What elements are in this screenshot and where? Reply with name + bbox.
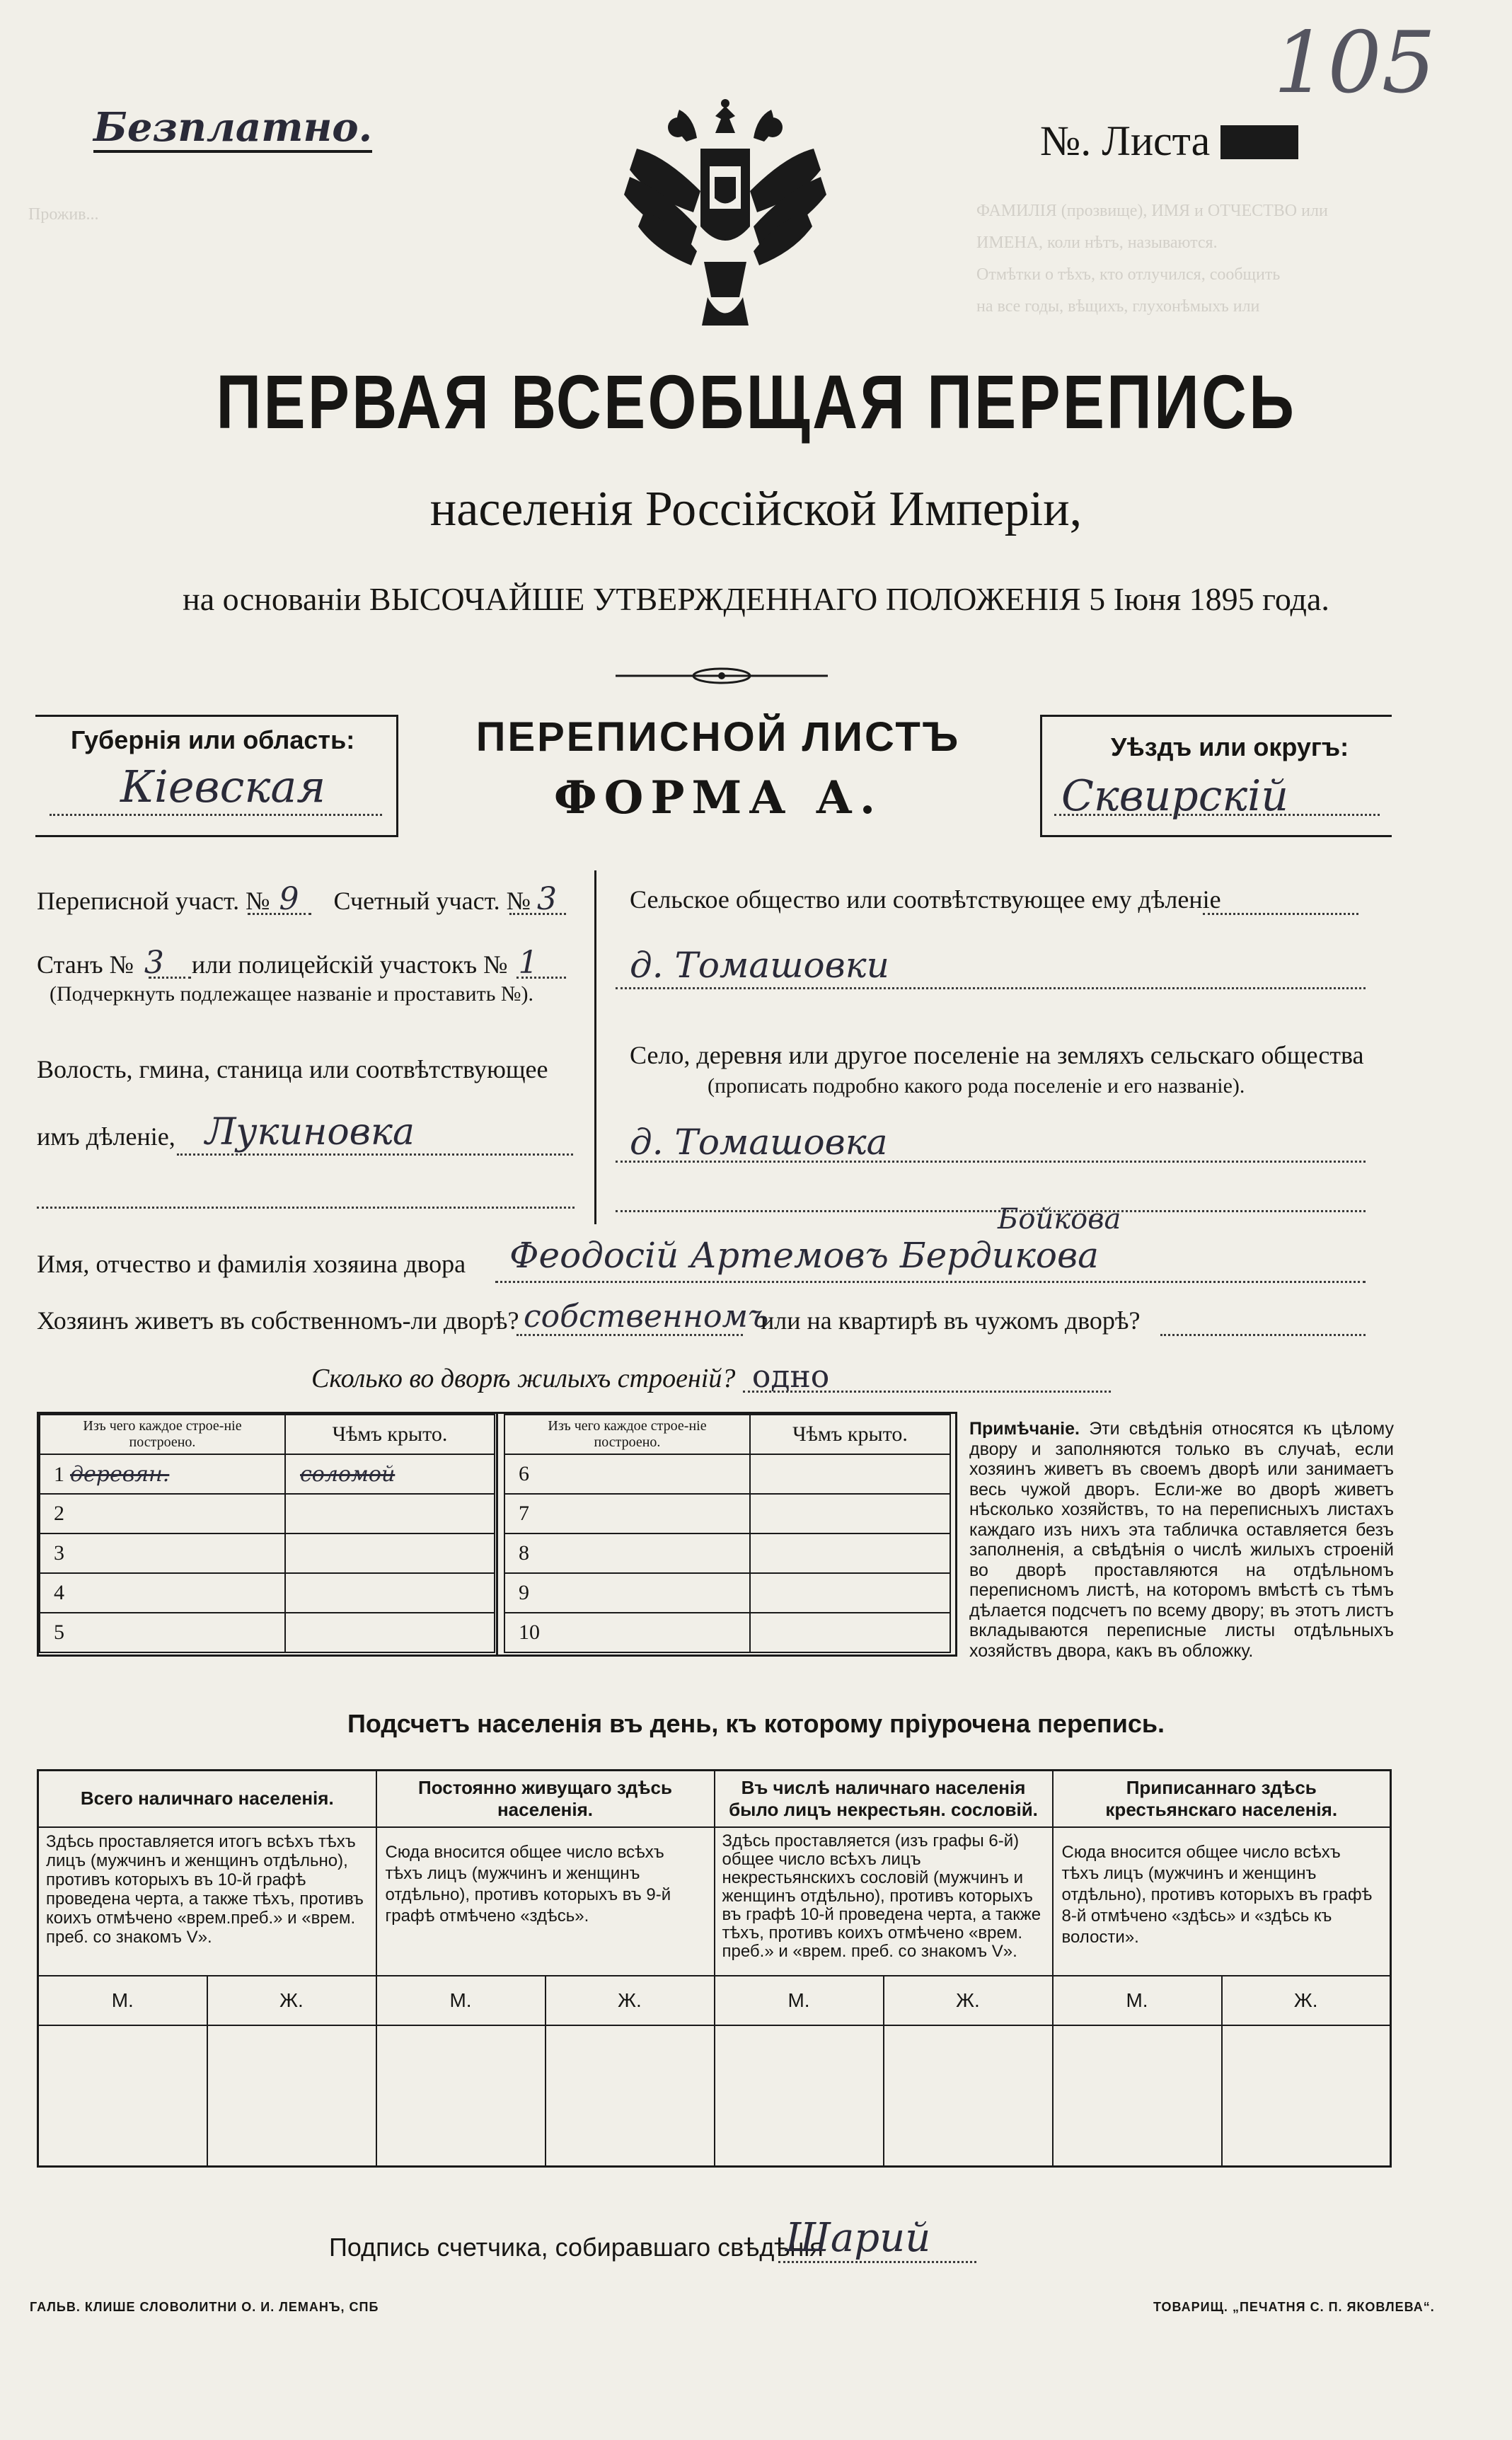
pop-f-4: Ж. (1222, 1976, 1391, 2025)
pop-col-4-desc: Сюда вносится общее число всѣхъ тѣхъ лицъ (мужчинъ и женщинъ отдѣльно), противъ которыхъ въ графѣ 8-й отмѣчено «здѣсь» и «здѣсь къ волости». (1053, 1827, 1391, 1976)
pop-col-2-title: Постоянно живущаго здѣсь населенія. (376, 1771, 715, 1827)
province-value: Кіевская (120, 761, 326, 812)
row-num: 3 (54, 1541, 64, 1565)
pop-cell (376, 2025, 546, 2167)
volost-label-1: Волость, гмина, станица или соотвѣтствующее (37, 1055, 548, 1083)
owner-name-label: Имя, отчество и фамилія хозяина двора (37, 1250, 466, 1278)
signature-value: Шарий (785, 2215, 931, 2261)
village-note: (прописать подробно какого рода поселеніе и его названіе). (708, 1074, 1245, 1098)
pop-cell (884, 2025, 1053, 2167)
buildings-label (311, 1359, 829, 1395)
col-roof-header-2: Чѣмъ крыто. (750, 1415, 950, 1454)
row-num: 6 (519, 1462, 529, 1485)
stan-row (37, 945, 538, 981)
census-section-label: Переписной участ. № (37, 887, 270, 915)
pop-cell (1053, 2025, 1222, 2167)
signature-label: Подпись счетчика, собиравшаго свѣдѣнія (329, 2233, 824, 2262)
pop-m-3: М. (715, 1976, 884, 2025)
volost-value: Лукиновка (205, 1111, 415, 1153)
buildings-question: Сколько во дворѣ жилыхъ строеній? (311, 1364, 736, 1393)
footer-left: ГАЛЬВ. КЛИШЕ СЛОВОЛИТНИ О. И. ЛЕМАНЪ, СПБ (30, 2300, 379, 2314)
pop-f-2: Ж. (546, 1976, 715, 2025)
police-label: или полицейскій участокъ № (191, 950, 508, 979)
sheet-blot (1220, 125, 1298, 159)
pop-m-1: М. (38, 1976, 207, 2025)
imperial-eagle-emblem (616, 99, 835, 333)
pop-col-1-desc: Здѣсь проставляется итогъ всѣхъ тѣхъ лицъ (мужчинъ и женщинъ отдѣльно), противъ которыхъ въ 10-й графѣ проведена черта, а также тѣхъ, противъ коихъ отмѣчено «врем.преб.» и «врем. преб. со знакомъ V». (38, 1827, 376, 1976)
note-title: Примѣчаніе. (969, 1419, 1080, 1439)
sheet-stamp: 105 (1274, 14, 1436, 113)
row-num: 5 (54, 1621, 64, 1644)
volost-label-2: имъ дѣленіе, (37, 1122, 175, 1151)
building-row-1 (40, 1454, 285, 1494)
village-value: д. Томашовка (630, 1122, 888, 1163)
row-num: 4 (54, 1581, 64, 1604)
note-block (969, 1419, 1394, 1661)
row-num: 10 (519, 1621, 540, 1644)
col-material-header-2: Изъ чего каждое строе-ніе построено. (504, 1415, 750, 1454)
stan-value: 3 (144, 945, 164, 981)
residence-label: Хозяинъ живетъ въ собственномъ-ли дворѣ? (37, 1306, 519, 1335)
pop-cell (1222, 2025, 1391, 2167)
pop-m-2: М. (376, 1976, 546, 2025)
col-material-header: Изъ чего каждое строе-ніе построено. (40, 1415, 285, 1454)
footer-right: ТОВАРИЩ. „ПЕЧАТНЯ С. П. ЯКОВЛЕВА“. (1153, 2300, 1435, 2314)
row-num: 2 (54, 1502, 64, 1525)
census-section-value: 9 (279, 881, 299, 917)
pop-col-3-title: Въ числѣ наличнаго населенія было лицъ некрестьян. сословій. (715, 1771, 1053, 1827)
owner-name-value: Феодосій Артемовъ Бердикова (509, 1235, 1099, 1276)
census-subtitle: населенія Россійской Имперіи, (429, 482, 1083, 536)
population-table (37, 1769, 1392, 2168)
form-subtitle: ФОРМА А. (553, 771, 883, 824)
pop-f-1: Ж. (207, 1976, 376, 2025)
province-label: Губернія или область: (71, 725, 355, 754)
stan-label: Станъ № (37, 950, 134, 979)
pop-col-1-title: Всего наличнаго населенія. (38, 1771, 376, 1827)
pop-col-3-desc: Здѣсь проставляется (изъ графы 6-й) общее число всѣхъ лицъ некрестьянскихъ сословій (мужчинъ и женщинъ отдѣльно), противъ которыхъ въ графѣ 10-й проведена черта, а также тѣхъ, противъ коихъ отмѣчено «врем. преб.» и «врем. преб. со знакомъ V». (715, 1827, 1053, 1976)
owner-name-correction: Бойкова (998, 1203, 1121, 1236)
population-heading: Подсчетъ населенія въ день, къ которому пріурочена перепись. (347, 1709, 1165, 1738)
count-section-label: Счетный участ. № (333, 887, 531, 915)
sheet-label: №. Листа (1040, 117, 1211, 164)
building-roof-1: соломой (285, 1454, 495, 1494)
row-num: 7 (519, 1502, 529, 1525)
census-basis: на основаніи ВЫСОЧАЙШЕ УТВЕРЖДЕННАГО ПОЛОЖЕНІЯ 5 Іюня 1895 года. (183, 581, 1329, 617)
census-section-row (37, 881, 557, 917)
pop-cell (207, 2025, 376, 2167)
district-label: Уѣздъ или округъ: (1111, 732, 1349, 761)
stan-note: (Подчеркнуть подлежащее названіе и проставить №). (50, 982, 533, 1006)
row-num: 9 (519, 1581, 529, 1604)
ornament-divider (616, 665, 828, 686)
census-title (0, 357, 1512, 446)
pop-col-2-desc: Сюда вносится общее число всѣхъ тѣхъ лицъ (мужчинъ и женщинъ отдѣльно), противъ которыхъ въ 9-й графѣ отмѣчено «здѣсь». (376, 1827, 715, 1976)
society-value: д. Томашовки (630, 945, 889, 986)
note-text: Эти свѣдѣнія относятся къ цѣлому двору и заполняются только въ случаѣ, если хозяинъ живетъ въ своемъ дворѣ или занимаетъ весь чужой дворъ. Если-же во дворѣ живетъ нѣсколько хозяйствъ, то на переписныхъ листахъ каждаго изъ нихъ эта табличка оставляется безъ заполненія, а свѣдѣнія о числѣ жилыхъ строеній во дворѣ проставляются на отдѣльномъ переписномъ листѣ, на которомъ вмѣстѣ съ тѣмъ дѣлается подсчетъ по всему двору; въ этотъ листъ вкладываются переписные листы отдѣльныхъ хозяйствъ двора, какъ въ обложку. (969, 1419, 1394, 1661)
census-main-title: ПЕРВАЯ ВСЕОБЩАЯ ПЕРЕПИСЬ (216, 359, 1296, 444)
village-label: Село, деревня или другое поселеніе на земляхъ сельскаго общества (630, 1041, 1364, 1069)
pop-f-3: Ж. (884, 1976, 1053, 2025)
row-material: деревян. (70, 1461, 170, 1487)
buildings-table-right (504, 1414, 951, 1653)
police-value: 1 (518, 945, 538, 981)
count-section-value: 3 (536, 881, 557, 917)
pop-cell (715, 2025, 884, 2167)
pop-col-4-title: Приписаннаго здѣсь крестьянскаго населенія. (1053, 1771, 1391, 1827)
row-num: 1 (54, 1462, 64, 1486)
pop-cell (38, 2025, 207, 2167)
pop-m-4: М. (1053, 1976, 1222, 2025)
buildings-table-left (39, 1414, 495, 1653)
sheet-number (1040, 117, 1298, 166)
pop-cell (546, 2025, 715, 2167)
apartment-label: или на квартирѣ въ чужомъ дворѣ? (761, 1306, 1141, 1335)
row-num: 8 (519, 1541, 529, 1565)
district-value: Сквирскій (1061, 771, 1288, 821)
col-roof-header: Чѣмъ крыто. (285, 1415, 495, 1454)
free-label: Безплатно. (93, 105, 372, 153)
residence-value: собственномъ (524, 1299, 769, 1335)
society-label: Сельское общество или соотвѣтствующее ему дѣленіе (630, 885, 1221, 914)
buildings-value: одно (751, 1359, 830, 1395)
form-title: ПЕРЕПИСНОЙ ЛИСТЪ (475, 714, 961, 760)
